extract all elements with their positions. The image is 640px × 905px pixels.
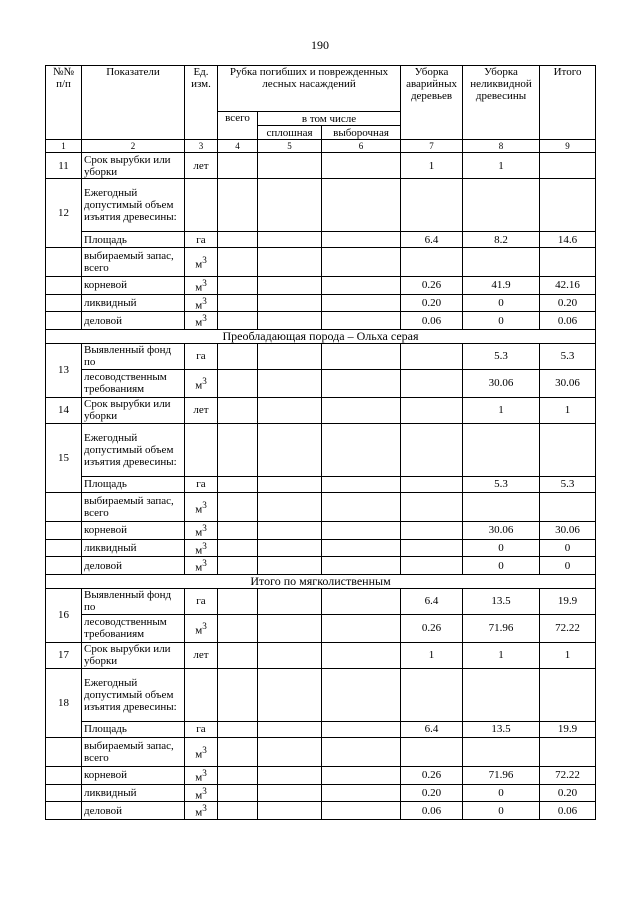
value-cell: 0.20: [540, 784, 596, 802]
row-label: Срок вырубки или уборки: [82, 153, 185, 179]
table-row: [46, 721, 596, 737]
value-cell: [258, 397, 322, 423]
table-row: [46, 312, 596, 330]
value-cell: 0.06: [401, 802, 463, 820]
table-row: [46, 737, 596, 766]
value-cell: 8.2: [463, 232, 540, 248]
value-cell: [258, 343, 322, 369]
unit-text: м: [195, 299, 203, 312]
value-cell: [258, 521, 322, 539]
table-row: [46, 588, 596, 614]
value-cell: [401, 476, 463, 492]
header-including: в том числе: [258, 112, 401, 126]
value-cell: 5.3: [463, 476, 540, 492]
value-cell: [218, 153, 258, 179]
table-row: [46, 492, 596, 521]
value-cell: 5.3: [540, 343, 596, 369]
value-cell: [218, 397, 258, 423]
value-cell: 5.3: [463, 343, 540, 369]
col-index: 4: [218, 140, 258, 153]
value-cell: [218, 369, 258, 397]
value-cell: 13.5: [463, 721, 540, 737]
value-cell: [401, 343, 463, 369]
value-cell: 0.26: [401, 277, 463, 295]
value-cell: [322, 766, 401, 784]
unit-text: м: [195, 789, 203, 802]
value-cell: [322, 784, 401, 802]
value-cell: [322, 642, 401, 668]
value-cell: [218, 277, 258, 295]
value-cell: 0: [540, 539, 596, 557]
col-index: 6: [322, 140, 401, 153]
value-cell: 0.20: [540, 294, 596, 312]
row-label: Ежегодный допустимый объем изъятия древесины:: [82, 668, 185, 721]
table-row: [46, 802, 596, 820]
unit-cell: $м^3$: [185, 248, 218, 277]
row-label: Ежегодный допустимый объем изъятия древесины:: [82, 179, 185, 232]
value-cell: [401, 557, 463, 575]
table-row: [46, 423, 596, 476]
value-cell: [322, 232, 401, 248]
value-cell: [322, 802, 401, 820]
table-row: [46, 232, 596, 248]
value-cell: 1: [540, 397, 596, 423]
page-number: 190: [311, 38, 329, 52]
value-cell: 72.22: [540, 614, 596, 642]
unit-cell: га: [185, 343, 218, 369]
value-cell: [258, 802, 322, 820]
row-number: 12: [46, 179, 82, 248]
value-cell: [218, 294, 258, 312]
header-total: Итого: [540, 66, 596, 140]
row-label: корневой: [82, 277, 185, 295]
value-cell: 0: [463, 557, 540, 575]
forest-table: [45, 65, 596, 820]
value-cell: [218, 766, 258, 784]
value-cell: [218, 784, 258, 802]
value-cell: 0.20: [401, 294, 463, 312]
unit-cell: $м^3$: [185, 766, 218, 784]
row-label: деловой: [82, 557, 185, 575]
table-row: [46, 343, 596, 369]
row-label: деловой: [82, 312, 185, 330]
value-cell: 19.9: [540, 588, 596, 614]
col-index: 7: [401, 140, 463, 153]
table-row: [46, 476, 596, 492]
table-row: [46, 784, 596, 802]
value-cell: [258, 153, 322, 179]
row-number: 15: [46, 423, 82, 492]
row-label: корневой: [82, 521, 185, 539]
header-clear: сплошная: [258, 126, 322, 140]
unit-cell: $м^3$: [185, 277, 218, 295]
value-cell: 30.06: [540, 521, 596, 539]
section-heading: Преобладающая порода – Ольха серая: [46, 329, 596, 343]
value-cell: [322, 277, 401, 295]
row-number: 18: [46, 668, 82, 737]
value-cell: 6.4: [401, 588, 463, 614]
unit-cell: $м^3$: [185, 539, 218, 557]
value-cell: [322, 153, 401, 179]
value-cell: [258, 614, 322, 642]
value-cell: [218, 642, 258, 668]
unit-text: м: [195, 806, 203, 819]
value-cell: [258, 369, 322, 397]
value-cell: 42.16: [540, 277, 596, 295]
unit-cell: лет: [185, 153, 218, 179]
unit-text: м: [195, 624, 203, 637]
value-cell: [258, 766, 322, 784]
value-cell: 13.5: [463, 588, 540, 614]
value-cell: [401, 521, 463, 539]
row-label: Срок вырубки или уборки: [82, 397, 185, 423]
unit-cell: га: [185, 721, 218, 737]
unit-text: м: [195, 748, 203, 761]
value-cell: [218, 614, 258, 642]
table-row: [46, 277, 596, 295]
section-heading: Итого по мягколиственным: [46, 574, 596, 588]
row-label: Выявленный фонд по: [82, 343, 185, 369]
value-cell: 0: [463, 784, 540, 802]
value-cell: 6.4: [401, 721, 463, 737]
table-row: [46, 294, 596, 312]
unit-cell: $м^3$: [185, 557, 218, 575]
value-cell: 0.26: [401, 766, 463, 784]
row-label: выбираемый запас, всего: [82, 737, 185, 766]
unit-text: м: [195, 281, 203, 294]
unit-cell: $м^3$: [185, 312, 218, 330]
value-cell: 5.3: [540, 476, 596, 492]
unit-cell: га: [185, 476, 218, 492]
value-cell: [401, 369, 463, 397]
row-label: Срок вырубки или уборки: [82, 642, 185, 668]
header-indicators: Показатели: [82, 66, 185, 140]
unit-cell: $м^3$: [185, 492, 218, 521]
row-label: Ежегодный допустимый объем изъятия древесины:: [82, 423, 185, 476]
header-no: №№ п/п: [46, 66, 82, 140]
unit-text: м: [195, 771, 203, 784]
value-cell: [218, 232, 258, 248]
col-index: 8: [463, 140, 540, 153]
value-cell: [322, 343, 401, 369]
table-row: [46, 539, 596, 557]
value-cell: 0: [463, 802, 540, 820]
unit-text: м: [195, 316, 203, 329]
value-cell: 19.9: [540, 721, 596, 737]
row-label: Выявленный фонд по: [82, 588, 185, 614]
table-row: [46, 369, 596, 397]
unit-cell: $м^3$: [185, 614, 218, 642]
table-row: [46, 642, 596, 668]
unit-cell: лет: [185, 397, 218, 423]
value-cell: [401, 539, 463, 557]
value-cell: [218, 343, 258, 369]
value-cell: 6.4: [401, 232, 463, 248]
table-row: [46, 614, 596, 642]
value-cell: [322, 721, 401, 737]
unit-cell: $м^3$: [185, 369, 218, 397]
table-row: [46, 766, 596, 784]
unit-cell: $м^3$: [185, 521, 218, 539]
unit-cell: $м^3$: [185, 294, 218, 312]
value-cell: 1: [401, 153, 463, 179]
value-cell: 41.9: [463, 277, 540, 295]
value-cell: [322, 397, 401, 423]
row-number: 13: [46, 343, 82, 397]
header-selective: выборочная: [322, 126, 401, 140]
value-cell: [218, 539, 258, 557]
row-label: ликвидный: [82, 784, 185, 802]
row-label: лесоводственным требованиям: [82, 614, 185, 642]
value-cell: [258, 312, 322, 330]
table-row: [46, 668, 596, 721]
value-cell: [258, 557, 322, 575]
value-cell: 30.06: [540, 369, 596, 397]
value-cell: [218, 476, 258, 492]
value-cell: [322, 312, 401, 330]
row-label: Площадь: [82, 476, 185, 492]
value-cell: [258, 784, 322, 802]
header-unit: Ед. изм.: [185, 66, 218, 140]
value-cell: [322, 588, 401, 614]
unit-cell: $м^3$: [185, 737, 218, 766]
unit-text: м: [195, 379, 203, 392]
row-number: 17: [46, 642, 82, 668]
value-cell: 0: [463, 294, 540, 312]
table-row: [46, 153, 596, 179]
value-cell: 0.06: [540, 312, 596, 330]
value-cell: [258, 294, 322, 312]
col-index: 5: [258, 140, 322, 153]
header-emergency: Уборка аварийных деревьев: [401, 66, 463, 140]
value-cell: 0.20: [401, 784, 463, 802]
value-cell: [218, 588, 258, 614]
value-cell: 30.06: [463, 521, 540, 539]
header-nonliquid: Уборка неликвидной древесины: [463, 66, 540, 140]
row-number: 14: [46, 397, 82, 423]
row-label: корневой: [82, 766, 185, 784]
value-cell: 0: [463, 539, 540, 557]
value-cell: [258, 588, 322, 614]
unit-text: м: [195, 561, 203, 574]
row-label: Площадь: [82, 232, 185, 248]
value-cell: [322, 476, 401, 492]
row-label: Площадь: [82, 721, 185, 737]
row-label: лесоводственным требованиям: [82, 369, 185, 397]
table-row: [46, 179, 596, 232]
value-cell: 1: [463, 153, 540, 179]
value-cell: [258, 277, 322, 295]
value-cell: 30.06: [463, 369, 540, 397]
col-index: 1: [46, 140, 82, 153]
unit-cell: лет: [185, 642, 218, 668]
value-cell: 0.26: [401, 614, 463, 642]
unit-text: м: [195, 258, 203, 271]
col-index: 9: [540, 140, 596, 153]
value-cell: [218, 312, 258, 330]
value-cell: 0.06: [401, 312, 463, 330]
row-number: 11: [46, 153, 82, 179]
table-row: [46, 248, 596, 277]
value-cell: 0: [540, 557, 596, 575]
value-cell: [322, 557, 401, 575]
value-cell: [258, 232, 322, 248]
value-cell: [218, 802, 258, 820]
row-label: выбираемый запас, всего: [82, 248, 185, 277]
value-cell: [258, 476, 322, 492]
value-cell: [322, 369, 401, 397]
value-cell: [322, 539, 401, 557]
unit-text: м: [195, 526, 203, 539]
value-cell: 71.96: [463, 766, 540, 784]
value-cell: 14.6: [540, 232, 596, 248]
row-label: выбираемый запас, всего: [82, 492, 185, 521]
value-cell: [258, 642, 322, 668]
row-label: деловой: [82, 802, 185, 820]
value-cell: [218, 521, 258, 539]
table-row: [46, 557, 596, 575]
unit-text: м: [195, 503, 203, 516]
header-logging: Рубка погибших и поврежденных лесных насаждений: [218, 66, 401, 112]
value-cell: [540, 153, 596, 179]
value-cell: 0: [463, 312, 540, 330]
value-cell: [322, 521, 401, 539]
value-cell: [401, 397, 463, 423]
header-total-sub: всего: [218, 112, 258, 140]
row-number: 16: [46, 588, 82, 642]
unit-cell: га: [185, 232, 218, 248]
value-cell: 1: [463, 397, 540, 423]
table-row: [46, 397, 596, 423]
value-cell: 1: [540, 642, 596, 668]
value-cell: 72.22: [540, 766, 596, 784]
value-cell: 1: [401, 642, 463, 668]
table-row: [46, 521, 596, 539]
unit-cell: $м^3$: [185, 784, 218, 802]
value-cell: [218, 557, 258, 575]
unit-cell: $м^3$: [185, 802, 218, 820]
col-index: 2: [82, 140, 185, 153]
row-label: ликвидный: [82, 539, 185, 557]
col-index: 3: [185, 140, 218, 153]
value-cell: [218, 721, 258, 737]
value-cell: [258, 721, 322, 737]
unit-cell: га: [185, 588, 218, 614]
value-cell: [322, 614, 401, 642]
row-label: ликвидный: [82, 294, 185, 312]
value-cell: 71.96: [463, 614, 540, 642]
value-cell: 0.06: [540, 802, 596, 820]
unit-text: м: [195, 544, 203, 557]
value-cell: [258, 539, 322, 557]
value-cell: 1: [463, 642, 540, 668]
value-cell: [322, 294, 401, 312]
